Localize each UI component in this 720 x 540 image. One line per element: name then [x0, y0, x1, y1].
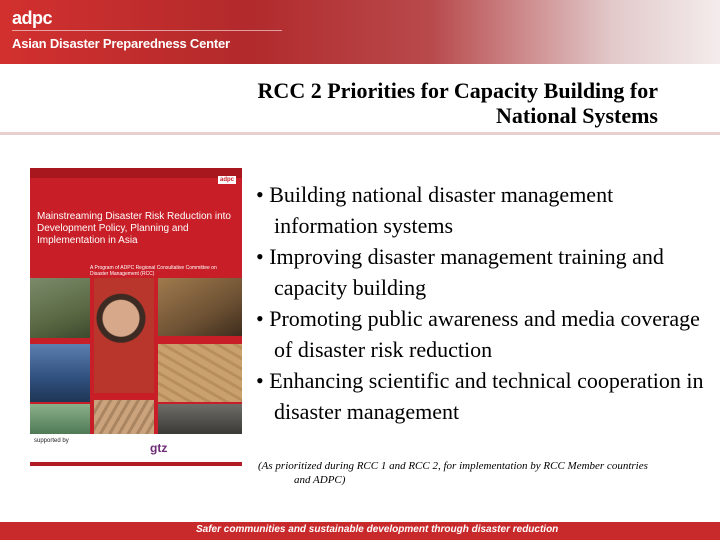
list-item: • Building national disaster management information systems: [256, 179, 706, 241]
list-item: • Enhancing scientific and technical cooperation in disaster management: [256, 365, 706, 427]
list-item: • Improving disaster management training and capacity building: [256, 241, 706, 303]
title-divider: [0, 132, 720, 135]
cover-title: Mainstreaming Disaster Risk Reduction into Development Policy, Planning and Implementation in Asia: [37, 211, 231, 246]
cover-partners-label: supported by: [34, 438, 69, 444]
footer-tagline: Safer communities and sustainable development through disaster reduction: [196, 524, 559, 535]
cover-photo-water: [30, 344, 90, 402]
cover-subtitle: A Program of ADPC Regional Consultative Committee on Disaster Management (RCC): [90, 265, 217, 277]
gtz-logo: gtz: [150, 441, 168, 455]
cover-top-strip: [30, 168, 242, 178]
slide-title: [258, 78, 658, 128]
cover-photo-debris: [158, 404, 242, 434]
cover-photo-village: [30, 278, 90, 338]
priority-list: [256, 179, 706, 427]
slide-title-line2: National Systems: [496, 103, 658, 128]
cover-photo-landslide: [158, 278, 242, 336]
book-cover-image: [30, 168, 242, 466]
footnote-line2: and ADPC): [294, 474, 346, 486]
adpc-logo: adpc: [12, 8, 53, 28]
cover-photo-cracked-earth: [94, 400, 154, 434]
cover-photo-drought: [158, 344, 242, 402]
header-rule: [12, 30, 282, 31]
footnote: [258, 459, 708, 487]
cover-photo-flood: [30, 404, 90, 434]
footnote-line1: (As prioritized during RCC 1 and RCC 2, for implementation by RCC Member countries: [258, 460, 648, 472]
list-item: • Promoting public awareness and media coverage of disaster risk reduction: [256, 303, 706, 365]
cover-bottom-strip: [30, 462, 242, 466]
cover-adpc-logo: adpc: [219, 177, 234, 183]
slide-title-line1: RCC 2 Priorities for Capacity Building for: [257, 78, 658, 103]
footer-bar: [0, 522, 720, 540]
header-banner: [0, 0, 720, 64]
cover-photo-child: [94, 278, 154, 393]
organization-name: Asian Disaster Preparedness Center: [12, 36, 230, 51]
